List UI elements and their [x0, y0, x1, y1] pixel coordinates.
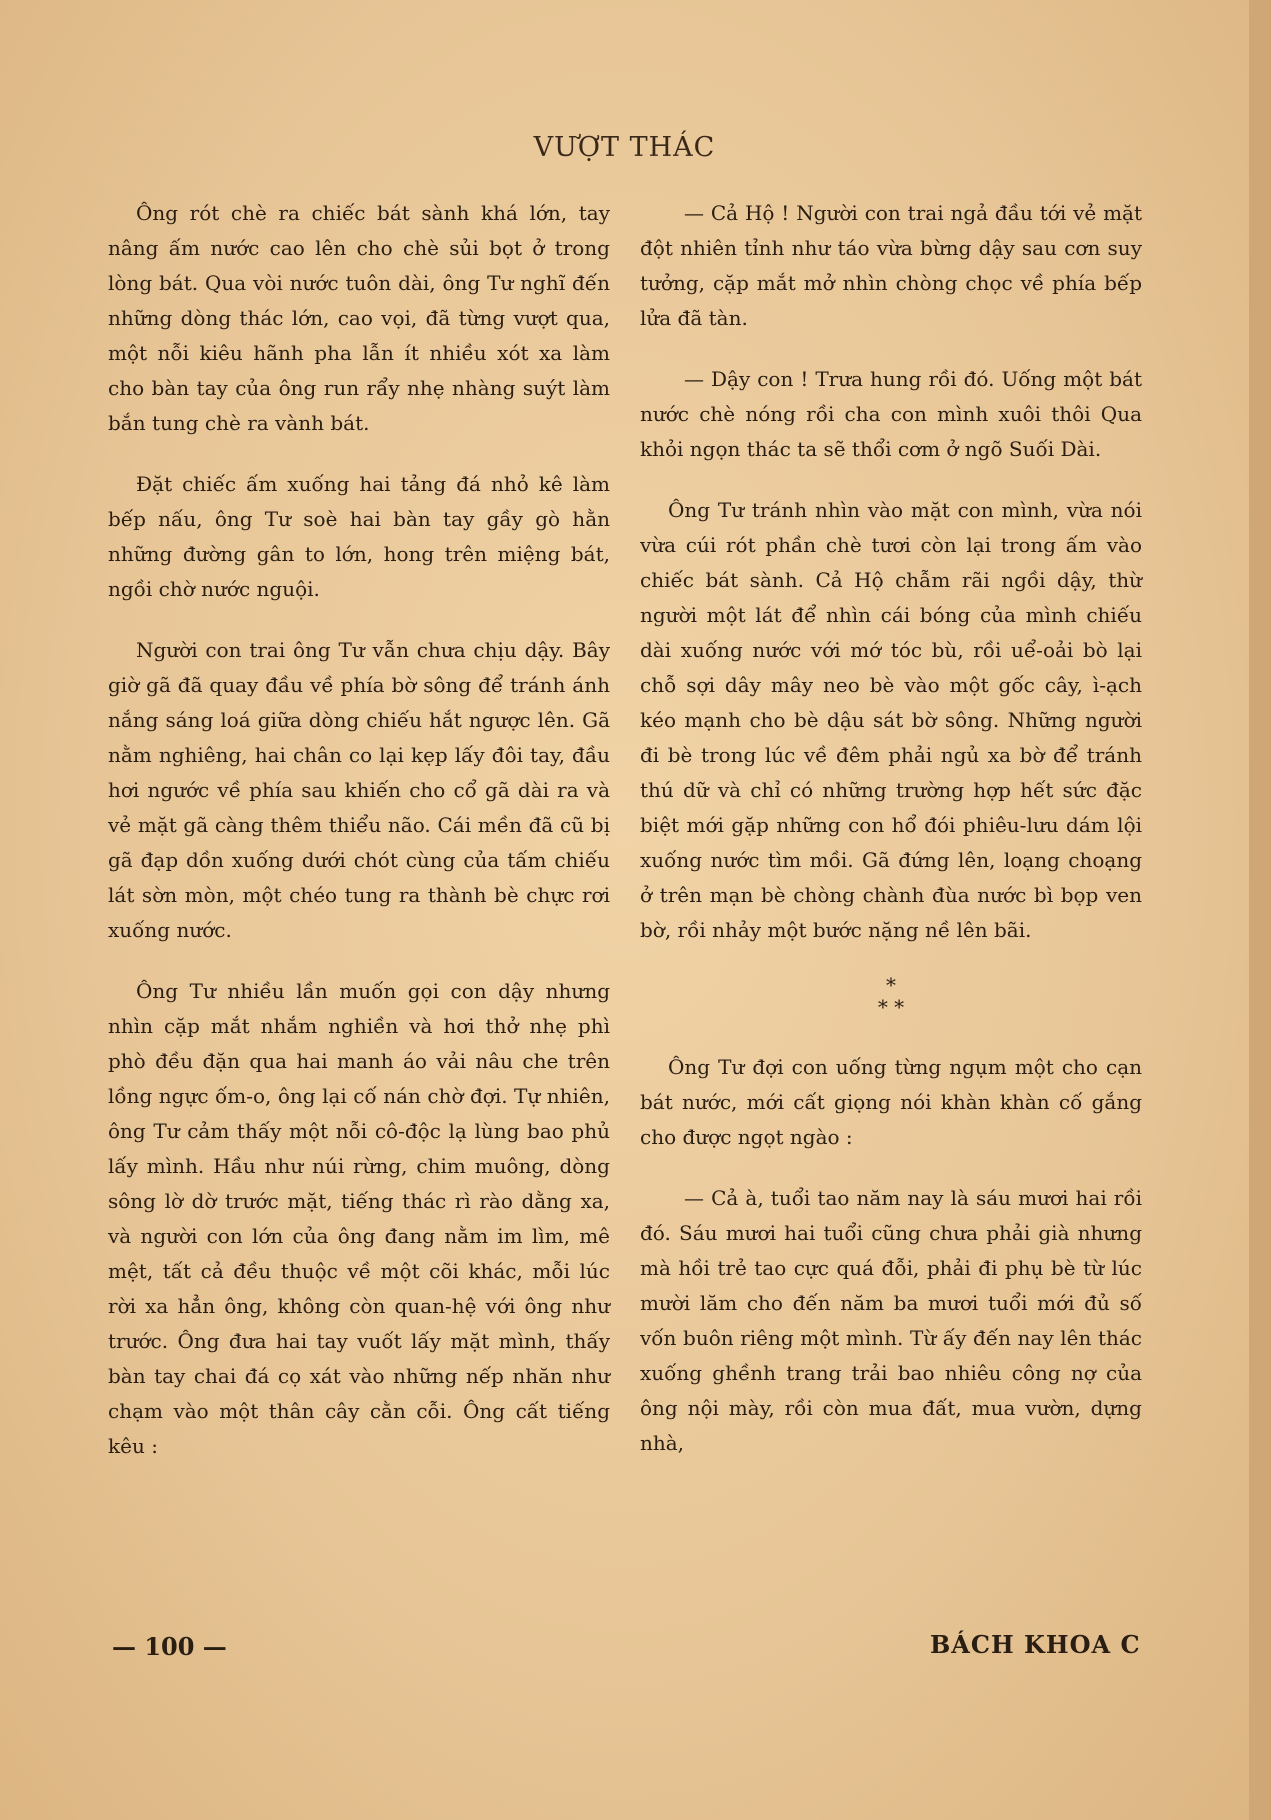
paragraph: Ông rót chè ra chiếc bát sành khá lớn, tay nâng ấm nước cao lên cho chè sủi bọt ở trong lòng bát. Qua vòi nước tuôn dài, ông Tư nghĩ đến những dòng thác lớn, cao vọi, đã từng vượt qua, một nỗi kiêu hãnh pha lẫn ít nhiều xót xa làm cho bàn tay của ông run rẩy nhẹ nhàng suýt làm bắn tung chè ra vành bát.: [108, 201, 610, 435]
page-number: — 100 —: [112, 1632, 227, 1661]
paragraph: Người con trai ông Tư vẫn chưa chịu dậy. Bây giờ gã đã quay đầu về phía bờ sông để tránh ánh nắng sáng loá giữa dòng chiếu hắt ngược lên. Gã nằm nghiêng, hai chân co lại kẹp lấy đôi tay, đầu hơi ngước về phía sau khiến cho cổ gã dài ra và vẻ mặt gã càng thêm thiểu não. Cái mền đã cũ bị gã đạp dồn xuống dưới chót cùng của tấm chiếu lát sờn mòn, một chéo tung ra thành bè chực rơi xuống nước.: [108, 638, 610, 942]
paragraph: Ông Tư tránh nhìn vào mặt con mình, vừa nói vừa cúi rót phần chè tươi còn lại trong ấm vào chiếc bát sành. Cả Hộ chẫm rãi ngồi dậy, thừ người một lát để nhìn cái bóng của mình chiếu dài xuống nước với mớ tóc bù, rồi uể-oải bò lại chỗ sợi dây mây neo bè vào một gốc cây, ì-ạch kéo mạnh cho bè dậu sát bờ sông. Những người đi bè trong lúc về đêm phải ngủ xa bờ để tránh thú dữ và chỉ có những trường hợp hết sức đặc biệt mới gặp những con hổ đói phiêu-lưu dám lội xuống nước tìm mồi. Gã đứng lên, loạng choạng ở trên mạn bè chòng chành đùa nước bì bọp ven bờ, rồi nhảy một bước nặng nề lên bãi.: [640, 498, 1142, 942]
publication-name: BÁCH KHOA C: [930, 1630, 1141, 1659]
paragraph: Ông Tư đợi con uống từng ngụm một cho cạn bát nước, mới cất giọng nói khàn khàn cố gắng cho được ngọt ngào :: [640, 1055, 1142, 1149]
separator-top: *: [886, 973, 896, 997]
paragraph: — Cả Hộ ! Người con trai ngả đầu tới vẻ mặt đột nhiên tỉnh như táo vừa bừng dậy sau cơn suy tưởng, cặp mắt mở nhìn chòng chọc về phía bếp lửa đã tàn.: [640, 201, 1142, 330]
left-column: [108, 196, 610, 1490]
paragraph: — Cả à, tuổi tao năm nay là sáu mươi hai rồi đó. Sáu mươi hai tuổi cũng chưa phải già nhưng mà hồi trẻ tao cực quá đỗi, phải đi phụ bè từ lúc mười lăm cho đến năm ba mươi tuổi mới đủ số vốn buôn riêng một mình. Từ ấy đến nay lên thác xuống ghềnh trang trải bao nhiêu công nợ của ông nội mày, rồi còn mua đất, mua vườn, dựng nhà,: [640, 1186, 1142, 1455]
separator-bottom: * *: [877, 995, 905, 1019]
paragraph: Đặt chiếc ấm xuống hai tảng đá nhỏ kê làm bếp nấu, ông Tư soè hai bàn tay gầy gò hằn những đường gân to lớn, hong trên miệng bát, ngồi chờ nước nguội.: [108, 472, 610, 601]
page-title: VƯỢT THÁC: [533, 132, 716, 163]
right-column: [640, 196, 1142, 1487]
section-separator: [640, 974, 1142, 1018]
paragraph: Ông Tư nhiều lần muốn gọi con dậy nhưng nhìn cặp mắt nhắm nghiền và hơi thở nhẹ phì phò đều đặn qua hai manh áo vải nâu che trên lồng ngực ốm-o, ông lại cố nán chờ đợi. Tự nhiên, ông Tư cảm thấy một nỗi cô-độc lạ lùng bao phủ lấy mình. Hầu như núi rừng, chim muông, dòng sông lờ dờ trước mặt, tiếng thác rì rào dằng xa, và người con lớn của ông đang nằm im lìm, mê mệt, tất cả đều thuộc về một cõi khác, mỗi lúc rời xa hẳn ông, không còn quan-hệ với ông như trước. Ông đưa hai tay vuốt lấy mặt mình, thấy bàn tay chai đá cọ xát vào những nếp nhăn như chạm vào một thân cây cằn cỗi. Ông cất tiếng kêu :: [108, 979, 610, 1458]
paragraph: — Dậy con ! Trưa hung rồi đó. Uống một bát nước chè nóng rồi cha con mình xuôi thôi Qua khỏi ngọn thác ta sẽ thổi cơm ở ngõ Suối Dài.: [640, 367, 1142, 461]
